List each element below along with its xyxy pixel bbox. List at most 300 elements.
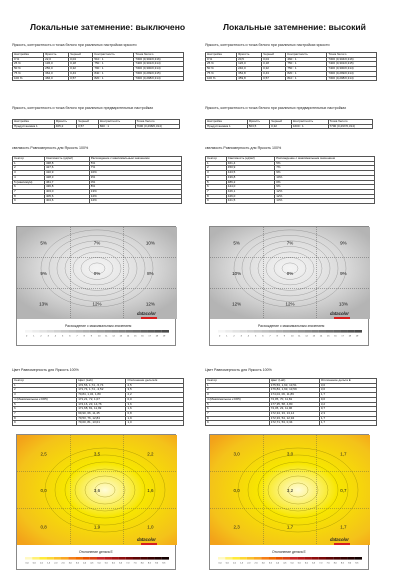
legend-tick-label: 8,5	[340, 562, 344, 565]
legend-swatch	[247, 330, 254, 333]
table-cell: 0,57	[77, 124, 99, 129]
color-caption: Цвет Равномерность для Яркость 100%	[205, 368, 272, 372]
table-header-cell: Точка белого	[135, 120, 179, 125]
table-cell: 9	[13, 199, 45, 204]
legend-swatch	[47, 330, 54, 333]
table-header-cell: Настройка	[206, 53, 237, 58]
legend-tick-label: 1,5	[47, 562, 51, 565]
legend-tick-label: 5,5	[297, 562, 301, 565]
legend-swatch	[104, 330, 111, 333]
uniformity-map-svg	[17, 227, 177, 347]
sector-value-label: 10%	[232, 271, 242, 276]
table-cell: 3,6	[126, 402, 184, 407]
table-cell: 436,8	[44, 185, 89, 190]
table-cell: 172,56, 1,74, -5,74	[77, 383, 126, 388]
table-cell: 74,45, 23, 11,96	[269, 407, 319, 412]
color-caption: Цвет Равномерность для Яркость 100%	[12, 368, 79, 372]
table-cell: 25 %	[206, 62, 237, 67]
uniformity-legend-title: Расхождение с максимальным значением	[65, 324, 132, 328]
table-cell: 2	[13, 166, 45, 171]
table-header-cell: Точка белого	[328, 120, 372, 125]
table-cell: 461,4	[226, 161, 274, 166]
sector-value-label: 5%	[233, 240, 240, 246]
table-cell: 428,3	[44, 175, 89, 180]
sector-value-label: 12%	[232, 301, 242, 307]
legend-swatch	[54, 330, 61, 333]
legend-swatch	[290, 557, 297, 560]
table-cell: 70,00, 81, 13,01	[77, 421, 126, 426]
table-cell: 0,18	[262, 62, 286, 67]
legend-tick-label: 9,0	[348, 562, 352, 565]
table-cell: 820 : 1	[93, 76, 134, 81]
table-header-cell: Контрастность	[98, 120, 135, 125]
legend-tick-label: 0,5	[32, 562, 36, 565]
table-cell: 6	[206, 185, 227, 190]
legend-tick-label: 9,5	[162, 562, 166, 565]
uniformity-map-svg	[210, 227, 370, 347]
table-header-cell: Контрастность	[93, 53, 134, 58]
luminance-uniformity-map	[16, 226, 176, 346]
legend-swatch	[155, 330, 162, 333]
brightness-table	[12, 52, 184, 81]
legend-swatch	[68, 557, 75, 560]
legend-tick-label: 8	[83, 335, 85, 338]
legend-tick-label: 1,0	[39, 562, 43, 565]
table-cell: 1,7	[319, 393, 376, 398]
legend-tick-label: 1	[226, 335, 228, 338]
table-cell: 70,84, 1,34, 1,80	[77, 393, 126, 398]
legend-tick-label: 2,0	[247, 562, 251, 565]
legend-swatch	[290, 330, 297, 333]
table-cell: 7	[206, 189, 227, 194]
legend-swatch	[25, 330, 32, 333]
legend-tick-label: 2	[233, 335, 235, 338]
table-cell: 7%	[89, 166, 181, 171]
table-cell: 7400 (0,300/0,314)	[327, 67, 377, 72]
table-cell: 461,7	[44, 180, 89, 185]
table-cell: 8	[206, 416, 270, 421]
sector-delta-label: 0,8	[40, 524, 47, 530]
table-cell: 5	[206, 180, 227, 185]
legend-tick-label: 9,5	[355, 562, 359, 565]
legend-swatch	[119, 557, 126, 560]
legend-swatch	[355, 330, 362, 333]
legend-tick-label: 6,0	[304, 562, 308, 565]
table-cell: 0%	[275, 180, 375, 185]
table-row	[206, 76, 377, 81]
table-header-cell: Яркость	[237, 53, 262, 58]
legend-tick-label: 4	[54, 335, 57, 338]
table-cell: 7300 (0,299/0,315)	[134, 71, 184, 76]
table-cell: 810 : 1	[286, 76, 327, 81]
sector-delta-label: 3,6	[93, 488, 101, 493]
table-cell: 7300 (0,304/0,316)	[327, 57, 377, 62]
table-cell: 12%	[89, 194, 181, 199]
table-cell: 5 (максимум)	[13, 180, 45, 185]
sector-value-label: 0%	[286, 271, 294, 276]
legend-tick-label: 13	[119, 335, 123, 338]
table-cell: 10%	[275, 175, 375, 180]
table-cell: 3,2	[319, 402, 376, 407]
table-header-cell: Сектор	[13, 379, 77, 384]
table-header-cell: Яркость	[44, 53, 69, 58]
luminance-caption: свелмость Равномерность для Яркость 100%	[205, 146, 282, 150]
sector-delta-label: 2,2	[147, 451, 154, 457]
table-cell: 2,5	[126, 383, 184, 388]
table-cell: 0,32	[270, 124, 292, 129]
table-cell: 13%	[89, 189, 181, 194]
table-cell: 0,32	[69, 67, 93, 72]
legend-swatch	[140, 330, 147, 333]
table-header-cell: Черный	[77, 120, 99, 125]
sector-value-label: 9%	[340, 240, 347, 246]
legend-swatch	[333, 557, 340, 560]
legend-tick-label: 16	[141, 335, 144, 338]
legend-swatch	[276, 557, 283, 560]
legend-swatch	[340, 330, 347, 333]
legend-tick-label: 12	[112, 335, 115, 338]
table-cell: 0,43	[69, 71, 93, 76]
table-row	[13, 76, 184, 81]
table-cell: 2	[13, 388, 77, 393]
table-cell: 7	[206, 411, 270, 416]
table-header-cell: Светимость (кд/м2)	[44, 157, 89, 162]
table-cell: 50 %	[206, 67, 237, 72]
legend-tick-label: 10	[98, 335, 101, 338]
legend-swatch	[32, 557, 39, 560]
table-cell: 12%	[275, 194, 375, 199]
table-cell: 2	[206, 388, 270, 393]
legend-tick-label: 18	[155, 335, 159, 338]
legend-swatch	[240, 557, 247, 560]
legend-tick-label: 9,0	[155, 562, 159, 565]
table-cell: 3,0	[319, 383, 376, 388]
table-row	[206, 199, 375, 204]
table-cell: 25 %	[13, 62, 44, 67]
legend-swatch	[75, 330, 82, 333]
table-header-cell: Черный	[69, 53, 93, 58]
legend-swatch	[268, 330, 275, 333]
table-cell: 174,04, 06, 11,86	[269, 393, 319, 398]
sector-delta-label: 2,3	[233, 524, 240, 530]
legend-swatch	[68, 330, 75, 333]
table-cell: 0,0	[126, 397, 184, 402]
table-header-cell: Отклонение дельта E	[319, 379, 376, 384]
table-cell: 820 : 1	[286, 71, 327, 76]
section-title: Локальные затемнение: высокий	[223, 22, 366, 32]
table-cell: 3,5	[126, 388, 184, 393]
table-cell: 1,7	[319, 416, 376, 421]
legend-swatch	[133, 330, 140, 333]
table-cell: 459,8	[237, 76, 262, 81]
table-cell: 403,0	[44, 189, 89, 194]
table-cell: 362,0	[44, 71, 69, 76]
legend-swatch	[39, 330, 46, 333]
sector-delta-label: 3,0	[286, 451, 294, 457]
table-cell: 0,04	[262, 57, 286, 62]
table-header-cell: Настройка	[13, 120, 55, 125]
legend-swatch	[39, 557, 46, 560]
legend-tick-label: 3	[240, 335, 242, 338]
sector-delta-label: 1,6	[147, 488, 154, 493]
table-cell: 175,53, 1,63, 13,51	[269, 383, 319, 388]
legend-swatch	[104, 557, 111, 560]
legend-swatch	[261, 557, 268, 560]
legend-swatch	[355, 557, 362, 560]
legend-tick-label: 18	[348, 335, 352, 338]
logo-red-bar	[141, 317, 157, 319]
table-cell: 426,1	[226, 189, 274, 194]
sector-delta-label: 1,7	[286, 524, 294, 530]
table-cell: 70,53, 76, 12,84	[77, 416, 126, 421]
table-cell: 1600 : 1	[291, 124, 328, 129]
luminance-caption: свелмость Равномерность для Яркость 100%	[12, 146, 89, 150]
table-cell: 20,5	[237, 57, 262, 62]
legend-tick-label: 3,0	[68, 562, 72, 565]
table-cell: 2,3	[319, 411, 376, 416]
legend-tick-label: 0	[219, 335, 221, 338]
table-cell: 443,5	[226, 171, 274, 176]
table-header-cell: Настройка	[206, 120, 248, 125]
table-row	[206, 124, 373, 129]
legend-tick-label: 5	[62, 335, 64, 338]
logo-red-bar	[334, 543, 350, 545]
table-cell: 3	[13, 393, 77, 398]
table-cell: 0,32	[262, 67, 286, 72]
legend-swatch	[61, 330, 68, 333]
table-cell: 171,21, 72, 1,07	[77, 397, 126, 402]
table-cell: 1,7	[319, 421, 376, 426]
table-cell: 3,0	[319, 388, 376, 393]
legend-swatch	[133, 557, 140, 560]
sector-delta-label: 1,9	[93, 524, 101, 530]
legend-tick-label: 6	[69, 335, 71, 338]
table-cell: 0,43	[262, 71, 286, 76]
table-cell: 410,9	[44, 171, 89, 176]
table-cell: 0,18	[69, 62, 93, 67]
legend-tick-label: 8	[276, 335, 278, 338]
legend-swatch	[319, 557, 326, 560]
table-cell: 3	[206, 171, 227, 176]
sector-delta-label: 0,0	[40, 488, 47, 493]
legend-swatch	[283, 330, 290, 333]
table-cell: 450,9	[226, 166, 274, 171]
table-cell: 9	[206, 199, 227, 204]
table-cell: 0 %	[206, 57, 237, 62]
legend-swatch	[319, 330, 326, 333]
legend-tick-label: 19	[162, 335, 166, 338]
legend-tick-label: 9	[90, 335, 93, 338]
legend-tick-label: 6,5	[312, 562, 316, 565]
legend-swatch	[348, 330, 355, 333]
table-header-cell: Сектор	[206, 157, 227, 162]
legend-swatch	[232, 557, 239, 560]
brightness-table	[205, 52, 377, 81]
legend-swatch	[268, 557, 275, 560]
legend-tick-label: 4,5	[90, 562, 94, 565]
legend-swatch	[340, 557, 347, 560]
legend-tick-label: 6,0	[111, 562, 115, 565]
table-cell: 100 %	[13, 76, 44, 81]
table-cell: 1	[206, 383, 270, 388]
luminance-table	[205, 156, 375, 204]
table-cell: 750 : 1	[286, 67, 327, 72]
legend-tick-label: 13	[312, 335, 316, 338]
legend-tick-label: 4	[247, 335, 250, 338]
legend-swatch	[312, 557, 319, 560]
legend-tick-label: 11	[105, 335, 108, 338]
table-cell: 4	[13, 175, 45, 180]
table-cell: 69,90, 66, 11,45	[77, 411, 126, 416]
table-cell: 177,35, 58, 4,80	[269, 402, 319, 407]
table-header-cell: Черный	[262, 53, 286, 58]
legend-tick-label: 5,5	[104, 562, 108, 565]
table-cell: 7	[13, 411, 77, 416]
table-header-cell: Сектор	[13, 157, 45, 162]
table-cell: 0,57	[262, 76, 286, 81]
table-row	[13, 199, 182, 204]
table-cell: 2	[206, 166, 227, 171]
legend-tick-label: 6	[262, 335, 264, 338]
logo-red-bar	[334, 317, 350, 319]
table-cell: 12%	[275, 189, 375, 194]
table-cell: 0,57	[69, 76, 93, 81]
table-cell: 426,0	[226, 194, 274, 199]
table-cell: 7	[13, 189, 45, 194]
legend-swatch	[126, 330, 133, 333]
legend-tick-label: 5,0	[97, 562, 101, 565]
luminance-table	[12, 156, 182, 204]
preset-caption: Яркость, контрастность и точка белого при различных предварительных настройках	[12, 106, 154, 110]
legend-tick-label: 0,0	[218, 562, 222, 565]
table-cell: 75 %	[13, 71, 44, 76]
table-cell: 240,0	[237, 67, 262, 72]
uniformity-legend-title: Расхождение с максимальным значением	[258, 324, 325, 328]
sector-value-label: 13%	[338, 301, 348, 307]
legend-tick-label: 0,0	[25, 562, 29, 565]
sector-value-label: 12%	[92, 301, 102, 307]
table-cell: 1	[13, 161, 45, 166]
legend-swatch	[155, 557, 162, 560]
table-cell: 172,71, 53, 0,34	[269, 421, 319, 426]
legend-tick-label: 1,5	[240, 562, 244, 565]
table-cell: 6	[13, 407, 77, 412]
legend-swatch	[254, 557, 261, 560]
table-cell: Предустановка 1	[13, 124, 55, 129]
legend-tick-label: 5	[255, 335, 257, 338]
legend-tick-label: 12	[305, 335, 308, 338]
table-cell: 136,0	[44, 62, 69, 67]
table-cell: 750 : 1	[93, 62, 134, 67]
table-cell: 8	[206, 194, 227, 199]
legend-tick-label: 19	[355, 335, 359, 338]
sector-value-label: 7%	[93, 240, 101, 246]
luminance-uniformity-map	[209, 226, 369, 346]
legend-tick-label: 7	[76, 335, 78, 338]
color-uniformity-map	[16, 434, 176, 570]
table-cell: 503,5	[247, 124, 269, 129]
table-cell: 172,33, 54, 12,94	[269, 416, 319, 421]
legend-swatch	[111, 557, 118, 560]
table-cell: 13%	[275, 199, 375, 204]
table-cell: 4	[206, 175, 227, 180]
legend-tick-label: 16	[334, 335, 337, 338]
sector-value-label: 9%	[40, 271, 47, 276]
table-cell: 5	[206, 402, 270, 407]
legend-tick-label: 0,5	[225, 562, 229, 565]
table-cell: 405,6	[44, 194, 89, 199]
legend-tick-label: 0	[26, 335, 28, 338]
table-cell: 50 %	[13, 67, 44, 72]
legend-swatch	[75, 557, 82, 560]
legend-swatch	[83, 330, 90, 333]
table-cell: 172,34, 33, 13,14	[269, 411, 319, 416]
left-column	[12, 0, 202, 582]
table-header-cell: Расхождение с максимальным значением	[89, 157, 181, 162]
preset-table	[205, 119, 373, 129]
legend-swatch	[333, 330, 340, 333]
legend-tick-label: 7,0	[319, 562, 323, 565]
table-cell: 5%	[275, 161, 375, 166]
legend-tick-label: 4,0	[276, 562, 280, 565]
legend-tick-label: 3	[47, 335, 49, 338]
table-header-cell: Яркость	[54, 120, 76, 125]
table-cell: 5%	[89, 161, 181, 166]
table-cell: 171,74, 1,74, -3,52	[77, 388, 126, 393]
table-header-cell: Расхождение с максимальным значением	[275, 157, 375, 162]
table-cell: 7400 (0,301/0,315)	[327, 62, 377, 67]
legend-tick-label: 3,5	[268, 562, 272, 565]
legend-swatch	[326, 330, 333, 333]
table-cell: 1,0	[126, 421, 184, 426]
datacolor-logo: datacolor	[137, 311, 156, 316]
table-cell: 9	[206, 421, 270, 426]
table-cell: 6	[206, 407, 270, 412]
table-cell: 174,16, 23, 14,76	[77, 402, 126, 407]
legend-swatch	[97, 330, 104, 333]
table-cell: 8	[13, 194, 45, 199]
legend-tick-label: 9	[283, 335, 286, 338]
table-header-cell: Светимость (кд/м2)	[226, 157, 274, 162]
sector-value-label: 12%	[145, 301, 155, 307]
legend-tick-label: 4,5	[283, 562, 287, 565]
legend-swatch	[283, 557, 290, 560]
table-cell: 439,8	[226, 175, 274, 180]
table-cell: 7300 (0,298/0,314)	[134, 76, 184, 81]
sector-delta-label: 3,2	[286, 488, 294, 493]
sector-value-label: 8%	[147, 271, 154, 276]
color-uniformity-map	[209, 434, 369, 570]
table-row	[13, 124, 180, 129]
legend-swatch	[232, 330, 239, 333]
table-cell: 486,2	[226, 180, 274, 185]
table-cell: 1	[206, 161, 227, 166]
sector-delta-label: 3,5	[93, 451, 101, 457]
table-cell: 12%	[89, 199, 181, 204]
table-cell: 3	[13, 171, 45, 176]
table-cell: 7%	[275, 166, 375, 171]
table-cell: 8	[13, 416, 77, 421]
table-cell: 421,5	[226, 199, 274, 204]
legend-tick-label: 8,5	[147, 562, 151, 565]
legend-tick-label: 2,0	[54, 562, 58, 565]
legend-tick-label: 17	[148, 335, 151, 338]
table-cell: 460 : 1	[286, 57, 327, 62]
legend-tick-label: 7,5	[326, 562, 330, 565]
legend-swatch	[225, 557, 232, 560]
sector-value-label: 9%	[340, 271, 347, 276]
legend-swatch	[32, 330, 39, 333]
